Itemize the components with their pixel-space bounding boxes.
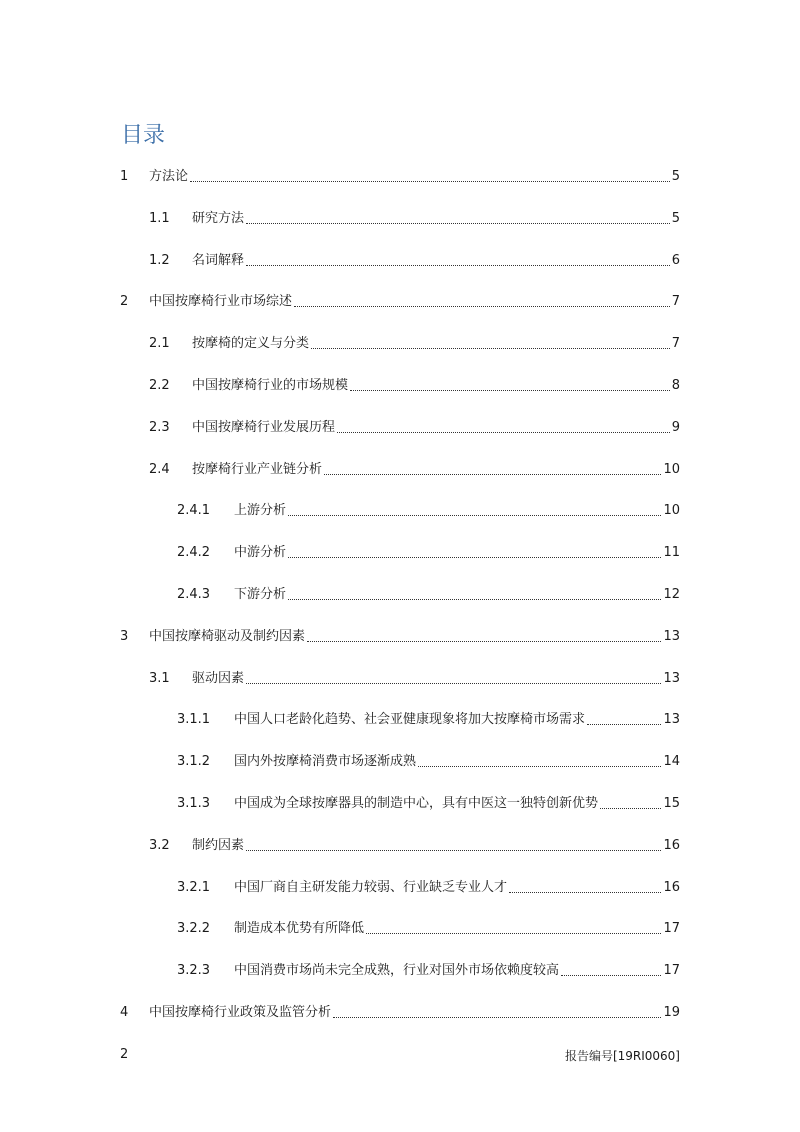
- toc-entry[interactable]: [177, 918, 680, 940]
- toc-entry[interactable]: [177, 960, 680, 982]
- toc-entry[interactable]: [177, 793, 680, 815]
- toc-entry-page: 17: [663, 963, 680, 978]
- footer-page-number: 2: [120, 1047, 129, 1062]
- toc-entry-number: 3.2.1: [177, 880, 211, 895]
- toc-dot-leader: [288, 514, 661, 516]
- toc-entry-page: 8: [671, 378, 680, 393]
- toc-entry-number: 3.2: [149, 838, 170, 853]
- toc-entry[interactable]: [120, 166, 680, 188]
- toc-entry[interactable]: [120, 291, 680, 313]
- toc-entry-label: 中国按摩椅行业的市场规模: [192, 378, 349, 393]
- toc-dot-leader: [366, 932, 661, 934]
- toc-entry-page: 12: [663, 587, 680, 602]
- toc-entry-number: 2.4.1: [177, 503, 211, 518]
- toc-entry-label: 中国消费市场尚未完全成熟，行业对国外市场依赖度较高: [234, 963, 560, 978]
- toc-dot-leader: [587, 723, 661, 725]
- toc-dot-leader: [246, 849, 661, 851]
- toc-entry-page: 14: [663, 754, 680, 769]
- toc-entry-number: 2.4.2: [177, 545, 211, 560]
- toc-entry-number: 3.1.3: [177, 796, 211, 811]
- toc-entry-number: 3.1.2: [177, 754, 211, 769]
- toc-dot-leader: [337, 431, 670, 433]
- toc-entry[interactable]: [149, 459, 680, 481]
- toc-entry-number: 2.2: [149, 378, 170, 393]
- toc-entry[interactable]: [120, 1002, 680, 1024]
- toc-title: 目录: [121, 123, 166, 148]
- toc-entry-label: 中国按摩椅行业市场综述: [149, 294, 293, 309]
- toc-entry-number: 2.4.3: [177, 587, 211, 602]
- toc-entry-label: 研究方法: [192, 211, 245, 226]
- toc-entry-number: 1: [120, 169, 129, 184]
- toc-entry-label: 中国厂商自主研发能力较弱、行业缺乏专业人才: [234, 880, 508, 895]
- toc-entry-page: 13: [663, 629, 680, 644]
- toc-entry-number: 3.1: [149, 671, 170, 686]
- toc-entry-number: 2.3: [149, 420, 170, 435]
- toc-dot-leader: [307, 640, 661, 642]
- toc-dot-leader: [288, 556, 661, 558]
- toc-entry-number: 2: [120, 294, 129, 309]
- toc-entry-page: 13: [663, 712, 680, 727]
- toc-entry-label: 国内外按摩椅消费市场逐渐成熟: [234, 754, 417, 769]
- toc-entry-number: 4: [120, 1005, 129, 1020]
- toc-dot-leader: [246, 264, 670, 266]
- toc-dot-leader: [509, 891, 661, 893]
- toc-entry-page: 13: [663, 671, 680, 686]
- toc-entry-number: 3.1.1: [177, 712, 211, 727]
- toc-dot-leader: [561, 974, 661, 976]
- toc-entry[interactable]: [149, 250, 680, 272]
- toc-dot-leader: [294, 305, 670, 307]
- toc-entry-page: 5: [671, 169, 680, 184]
- toc-entry-page: 6: [671, 253, 680, 268]
- toc-entry[interactable]: [149, 835, 680, 857]
- toc-entry-number: 3: [120, 629, 129, 644]
- toc-entry-page: 11: [663, 545, 680, 560]
- toc-entry[interactable]: [177, 709, 680, 731]
- toc-entry[interactable]: [177, 584, 680, 606]
- toc-entry-label: 方法论: [149, 169, 189, 184]
- toc-entry-label: 下游分析: [234, 587, 287, 602]
- toc-entry-label: 制造成本优势有所降低: [234, 921, 365, 936]
- toc-entry-page: 10: [663, 503, 680, 518]
- toc-entry-label: 上游分析: [234, 503, 287, 518]
- toc-dot-leader: [324, 473, 661, 475]
- toc-entry-page: 5: [671, 211, 680, 226]
- toc-entry-label: 名词解释: [192, 253, 245, 268]
- toc-dot-leader: [190, 180, 670, 182]
- toc-entry-number: 2.1: [149, 336, 170, 351]
- toc-entry-page: 19: [663, 1005, 680, 1020]
- toc-entry-page: 16: [663, 838, 680, 853]
- toc-entry[interactable]: [149, 208, 680, 230]
- toc-entry-number: 1.2: [149, 253, 170, 268]
- toc-entry-page: 10: [663, 462, 680, 477]
- toc-entry-label: 中国按摩椅驱动及制约因素: [149, 629, 306, 644]
- toc-entry-label: 按摩椅行业产业链分析: [192, 462, 323, 477]
- toc-entry-label: 制约因素: [192, 838, 245, 853]
- toc-dot-leader: [246, 682, 661, 684]
- toc-entry[interactable]: [120, 626, 680, 648]
- footer-report-id: 报告编号[19RI0060]: [564, 1049, 680, 1063]
- toc-entry-label: 中国成为全球按摩器具的制造中心，具有中医这一独特创新优势: [234, 796, 599, 811]
- toc-entry-number: 3.2.2: [177, 921, 211, 936]
- toc-dot-leader: [418, 765, 661, 767]
- toc-dot-leader: [288, 598, 661, 600]
- toc-entry-label: 中国按摩椅行业发展历程: [192, 420, 336, 435]
- toc-dot-leader: [311, 347, 670, 349]
- toc-entry-label: 中游分析: [234, 545, 287, 560]
- toc-entry-label: 中国按摩椅行业政策及监管分析: [149, 1005, 332, 1020]
- toc-entry-label: 中国人口老龄化趋势、社会亚健康现象将加大按摩椅市场需求: [234, 712, 586, 727]
- toc-entry-number: 2.4: [149, 462, 170, 477]
- toc-entry-number: 1.1: [149, 211, 170, 226]
- toc-dot-leader: [246, 222, 670, 224]
- toc-entry[interactable]: [149, 375, 680, 397]
- toc-entry-page: 17: [663, 921, 680, 936]
- toc-entry-label: 驱动因素: [192, 671, 245, 686]
- toc-entry-label: 按摩椅的定义与分类: [192, 336, 310, 351]
- toc-entry[interactable]: [177, 500, 680, 522]
- toc-entry-number: 3.2.3: [177, 963, 211, 978]
- toc-entry-page: 16: [663, 880, 680, 895]
- toc-entry[interactable]: [177, 751, 680, 773]
- toc-dot-leader: [333, 1016, 661, 1018]
- toc-entry[interactable]: [149, 668, 680, 690]
- toc-entry[interactable]: [177, 542, 680, 564]
- toc-dot-leader: [600, 807, 661, 809]
- toc-entry-page: 7: [671, 336, 680, 351]
- toc-entry-page: 9: [671, 420, 680, 435]
- toc-entry[interactable]: [149, 333, 680, 355]
- toc-entry[interactable]: [177, 877, 680, 899]
- toc-dot-leader: [350, 389, 670, 391]
- toc-entry-page: 15: [663, 796, 680, 811]
- toc-entry-page: 7: [671, 294, 680, 309]
- toc-entry[interactable]: [149, 417, 680, 439]
